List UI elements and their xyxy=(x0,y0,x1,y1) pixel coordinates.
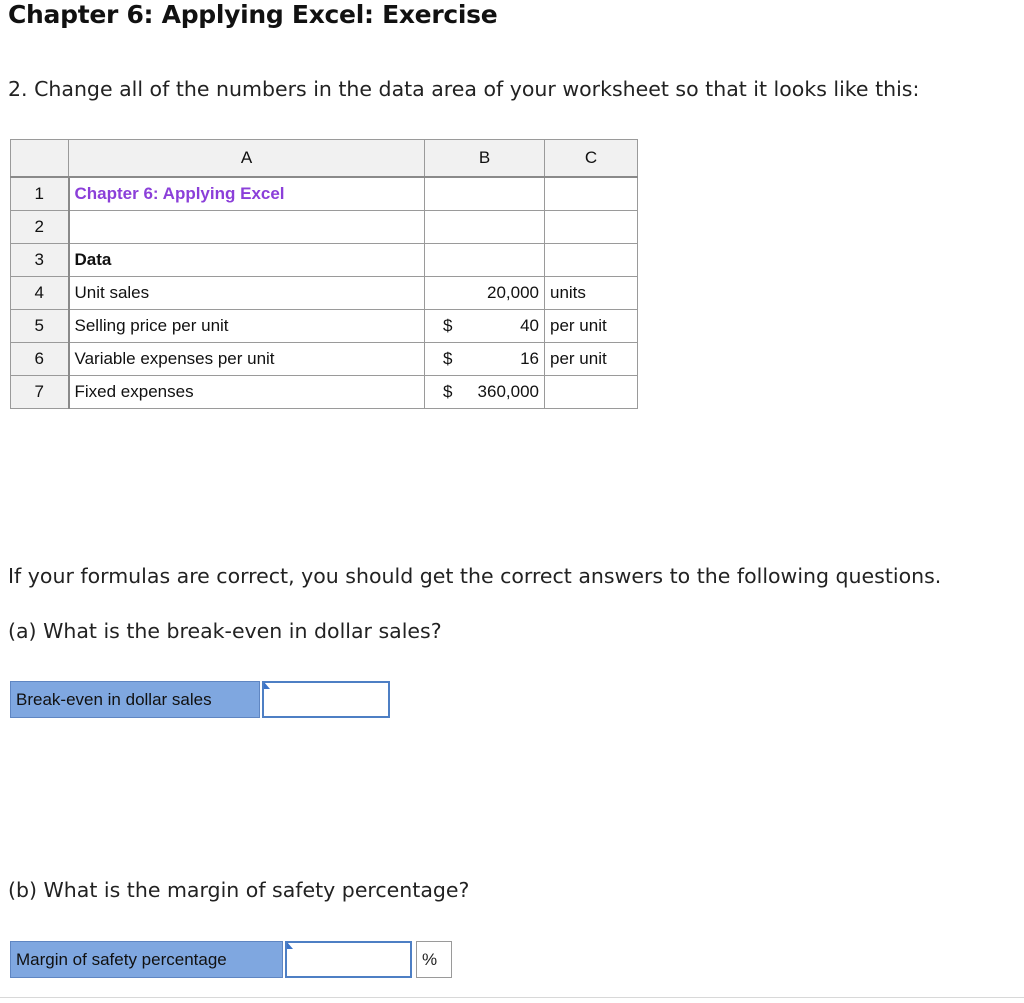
row-number: 7 xyxy=(11,376,69,409)
break-even-input[interactable] xyxy=(264,683,388,716)
cell-c2 xyxy=(545,211,638,244)
cell-b7-currency: $ xyxy=(443,382,453,401)
cell-c3 xyxy=(545,244,638,277)
cell-a6: Variable expenses per unit xyxy=(69,343,425,376)
cell-b3 xyxy=(425,244,545,277)
cell-b5 xyxy=(425,310,545,343)
answer-b-field[interactable] xyxy=(285,941,412,978)
cell-a7: Fixed expenses xyxy=(69,376,425,409)
cell-b7-value: 360,000 xyxy=(477,382,539,401)
row-number: 6 xyxy=(11,343,69,376)
cell-c1 xyxy=(545,177,638,211)
cell-b5-value: 40 xyxy=(520,316,539,335)
question-a: (a) What is the break-even in dollar sales? xyxy=(8,619,442,643)
table-row xyxy=(11,177,638,211)
table-row xyxy=(11,343,638,376)
cell-b2 xyxy=(425,211,545,244)
column-header-c: C xyxy=(545,140,638,178)
answer-b-row xyxy=(10,941,452,978)
bottom-divider xyxy=(0,997,1024,998)
table-row xyxy=(11,277,638,310)
row-number: 4 xyxy=(11,277,69,310)
instruction-text: 2. Change all of the numbers in the data area of your worksheet so that it looks like this: xyxy=(8,77,920,101)
answer-a-label: Break-even in dollar sales xyxy=(10,681,260,718)
cell-b6-value: 16 xyxy=(520,349,539,368)
cell-c5: per unit xyxy=(545,310,638,343)
table-row xyxy=(11,310,638,343)
cell-b1 xyxy=(425,177,545,211)
cell-b4 xyxy=(425,277,545,310)
cell-b6 xyxy=(425,343,545,376)
cell-b6-currency: $ xyxy=(443,349,453,368)
cell-c7 xyxy=(545,376,638,409)
cell-a5: Selling price per unit xyxy=(69,310,425,343)
column-header-b: B xyxy=(425,140,545,178)
row-number: 1 xyxy=(11,177,69,211)
cell-b5-currency: $ xyxy=(443,316,453,335)
answer-b-label: Margin of safety percentage xyxy=(10,941,283,978)
cell-a3: Data xyxy=(69,244,425,277)
cell-b4-value: 20,000 xyxy=(487,283,539,302)
page-title: Chapter 6: Applying Excel: Exercise xyxy=(8,0,498,29)
cell-b7 xyxy=(425,376,545,409)
percent-unit: % xyxy=(416,941,452,978)
spreadsheet xyxy=(10,139,638,409)
margin-of-safety-input[interactable] xyxy=(287,943,410,976)
answer-a-row xyxy=(10,681,390,718)
table-row xyxy=(11,244,638,277)
sheet-corner xyxy=(11,140,69,178)
row-number: 5 xyxy=(11,310,69,343)
row-number: 3 xyxy=(11,244,69,277)
question-b: (b) What is the margin of safety percentage? xyxy=(8,878,470,902)
table-row xyxy=(11,376,638,409)
cell-a2 xyxy=(69,211,425,244)
input-corner-marker-icon xyxy=(264,682,270,689)
answer-a-field[interactable] xyxy=(262,681,390,718)
cell-a4: Unit sales xyxy=(69,277,425,310)
row-number: 2 xyxy=(11,211,69,244)
cell-c4: units xyxy=(545,277,638,310)
table-row xyxy=(11,211,638,244)
hint-text: If your formulas are correct, you should get the correct answers to the following questions. xyxy=(8,564,942,588)
cell-c6: per unit xyxy=(545,343,638,376)
input-corner-marker-icon xyxy=(287,942,293,949)
column-header-a: A xyxy=(69,140,425,178)
cell-a1: Chapter 6: Applying Excel xyxy=(69,177,425,211)
